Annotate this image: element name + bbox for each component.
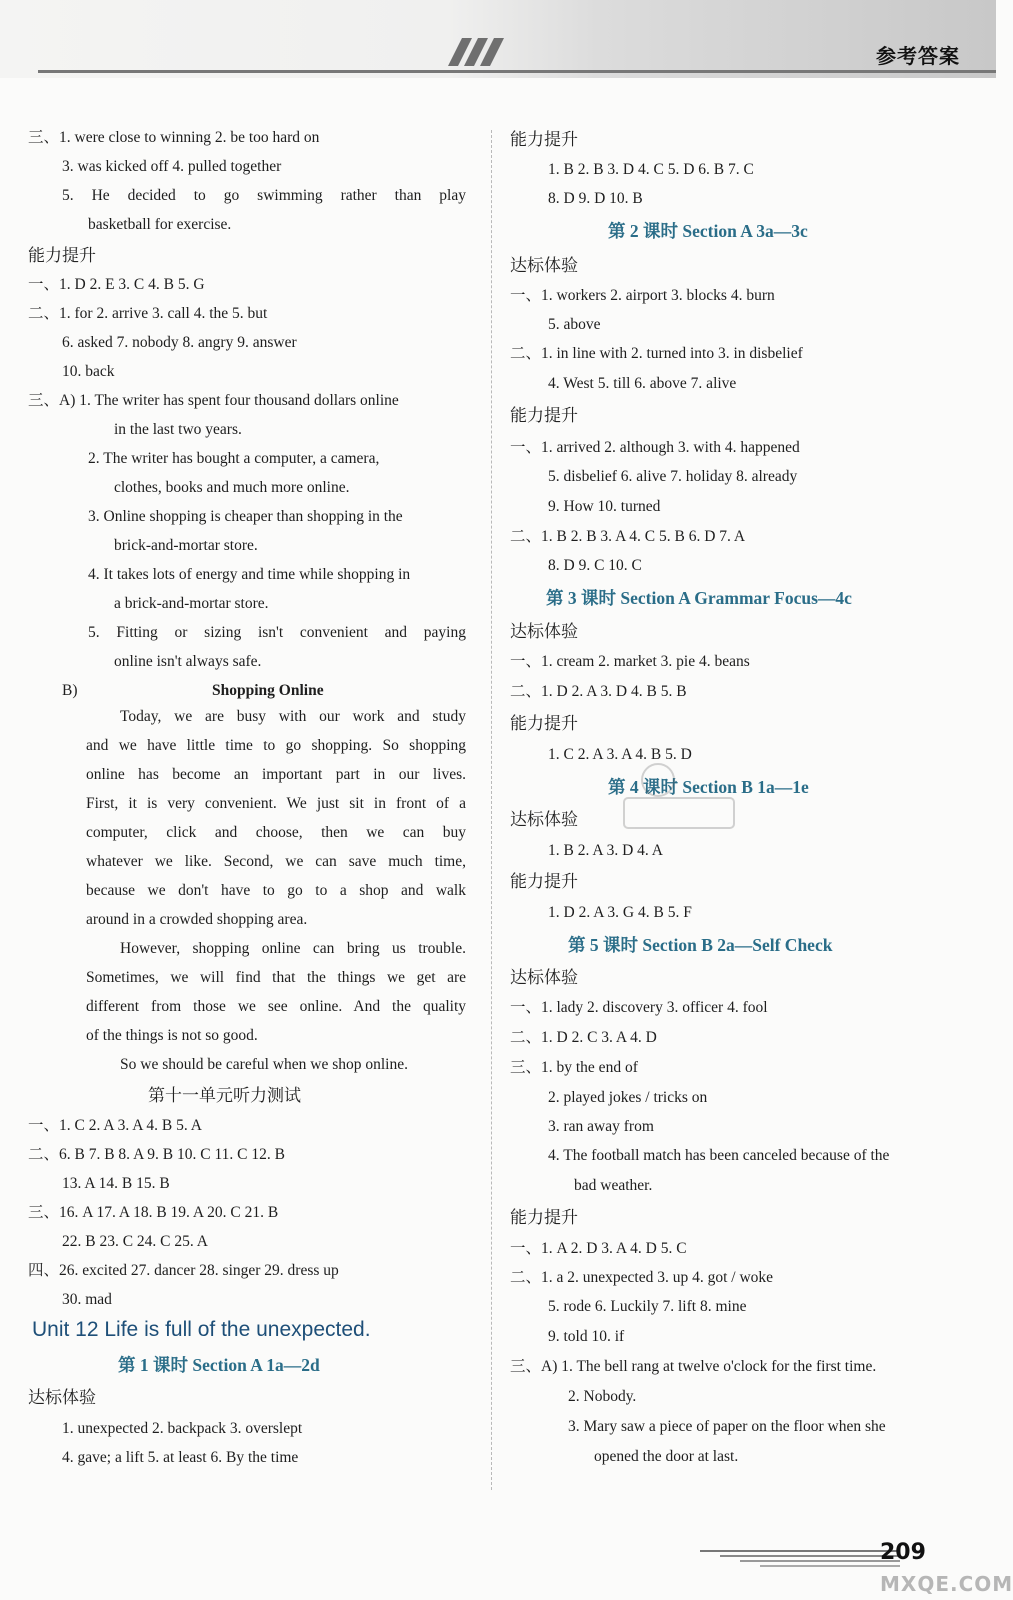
answer-line: 4. The football match has been canceled because of the [548,1147,890,1164]
answer-line: 二、6. B 7. B 8. A 9. B 10. C 11. C 12. B [28,1146,285,1163]
answer-line: 四、26. excited 27. dancer 28. singer 29. dress up [28,1262,339,1279]
answer-line: brick-and-mortar store. [114,537,258,554]
answer-line: 4. It takes lots of energy and time while shopping in [88,566,411,583]
answer-line: 一、1. D 2. E 3. C 4. B 5. G [28,276,205,293]
section-heading: 能力提升 [510,1208,578,1228]
answer-line: 一、1. A 2. D 3. A 4. D 5. C [510,1240,687,1257]
answer-line: 4. gave; a lift 5. at least 6. By the time [62,1449,299,1466]
answer-line: 1. unexpected 2. backpack 3. overslept [62,1420,303,1437]
answer-line: 6. asked 7. nobody 8. angry 9. answer [62,334,297,351]
section-heading: 达标体验 [28,1388,96,1408]
essay-line: different from those we see online. And the quality [86,998,466,1015]
answer-line: 9. told 10. if [548,1328,625,1345]
answer-line: online isn't always safe. [114,653,262,670]
stamp-watermark [618,758,738,838]
lesson-heading: 第 5 课时 Section B 2a—Self Check [568,935,833,955]
header-rule [38,70,996,73]
answer-line: 9. How 10. turned [548,498,661,515]
answer-line: 三、16. A 17. A 18. B 19. A 20. C 21. B [28,1204,279,1221]
section-heading: 能力提升 [28,246,96,266]
answer-line: 3. Online shopping is cheaper than shopping in the [88,508,403,525]
answer-line: opened the door at last. [594,1448,739,1465]
answer-line: 二、1. for 2. arrive 3. call 4. the 5. but [28,305,268,322]
section-heading: 达标体验 [510,810,578,830]
column-divider [491,130,492,1490]
answer-line: 2. played jokes / tricks on [548,1089,708,1106]
essay-line: Sometimes, we will find that the things we get are [86,969,466,986]
listening-test-title: 第十一单元听力测试 [148,1086,301,1106]
answer-line: a brick-and-mortar store. [114,595,269,612]
essay-line: because we don't have to go to a shop and walk [86,882,466,899]
section-heading: 能力提升 [510,872,578,892]
answer-line: 3. was kicked off 4. pulled together [62,158,282,175]
section-heading: 达标体验 [510,256,578,276]
answer-line: 4. West 5. till 6. above 7. alive [548,375,737,392]
answer-line: 2. The writer has bought a computer, a camera, [88,450,380,467]
site-watermark: MXQE.COM [880,1572,1013,1596]
essay-line: computer, click and choose, then we can buy [86,824,466,841]
lesson-heading: 第 4 课时 Section B 1a—1e [608,777,809,797]
answer-line: 3. Mary saw a piece of paper on the floor when she [568,1418,886,1435]
essay-line: whatever we like. Second, we can save much time, [86,853,466,870]
answer-line: 三、A) 1. The writer has spent four thousand dollars online [28,392,399,409]
answer-line: bad weather. [574,1177,653,1194]
lesson-heading: 第 1 课时 Section A 1a—2d [118,1355,320,1375]
section-heading: 能力提升 [510,130,578,150]
answer-line: clothes, books and much more online. [114,479,350,496]
answer-line: 一、1. arrived 2. although 3. with 4. happened [510,439,800,456]
essay-line: First, it is very convenient. We just sit in front of a [86,795,466,812]
answer-line: 8. D 9. D 10. B [548,190,643,207]
answer-line: 二、1. D 2. C 3. A 4. D [510,1029,657,1046]
answer-line: 一、1. lady 2. discovery 3. officer 4. fool [510,999,768,1016]
essay-title: Shopping Online [212,682,324,699]
answer-line: 二、1. D 2. A 3. D 4. B 5. B [510,683,687,700]
answer-line: 二、1. a 2. unexpected 3. up 4. got / woke [510,1269,774,1286]
answer-line: 5. He decided to go swimming rather than play [62,187,466,204]
answer-line: 1. B 2. A 3. D 4. A [548,842,663,859]
answer-line: 一、1. workers 2. airport 3. blocks 4. burn [510,287,775,304]
answer-line: 3. ran away from [548,1118,654,1135]
answer-line: basketball for exercise. [88,216,232,233]
answer-line: 二、1. B 2. B 3. A 4. C 5. B 6. D 7. A [510,528,746,545]
answer-line: 5. rode 6. Luckily 7. lift 8. mine [548,1298,747,1315]
answer-line: 22. B 23. C 24. C 25. A [62,1233,208,1250]
answer-line: 10. back [62,363,115,380]
section-heading: 能力提升 [510,714,578,734]
answer-line: 二、1. in line with 2. turned into 3. in disbelief [510,345,803,362]
answer-line: 一、1. cream 2. market 3. pie 4. beans [510,653,750,670]
footer-decoration-lines [700,1548,900,1568]
section-heading: 能力提升 [510,406,578,426]
header-title: 参考答案 [876,44,960,68]
essay-line: and we have little time to go shopping. So shopping [86,737,466,754]
answer-line: 三、1. were close to winning 2. be too hard on [28,129,320,146]
essay-line: However, shopping online can bring us trouble. [120,940,466,957]
answer-line: 5. Fitting or sizing isn't convenient and paying [88,624,466,641]
answer-line: 5. above [548,316,601,333]
essay-line: around in a crowded shopping area. [86,911,308,928]
answer-line: 8. D 9. C 10. C [548,557,642,574]
answer-line: 2. Nobody. [568,1388,637,1405]
essay-line: Today, we are busy with our work and study [120,708,466,725]
essay-line: of the things is not so good. [86,1027,258,1044]
answer-line: 1. C 2. A 3. A 4. B 5. D [548,746,692,763]
essay-line: So we should be careful when we shop online. [120,1056,408,1073]
page-number: 209 [880,1540,926,1565]
section-heading: 达标体验 [510,622,578,642]
header-stripes-decoration [448,38,508,68]
answer-line: 1. B 2. B 3. D 4. C 5. D 6. B 7. C [548,161,754,178]
unit-title: Unit 12 Life is full of the unexpected. [32,1318,371,1341]
answer-line: 三、1. by the end of [510,1059,638,1076]
answer-line: 5. disbelief 6. alive 7. holiday 8. already [548,468,798,485]
lesson-heading: 第 3 课时 Section A Grammar Focus—4c [546,588,852,608]
answer-line: 一、1. C 2. A 3. A 4. B 5. A [28,1117,202,1134]
answer-line: B) [62,682,78,699]
essay-line: online has become an important part in our lives. [86,766,466,783]
lesson-heading: 第 2 课时 Section A 3a—3c [608,221,808,241]
answer-line: 三、A) 1. The bell rang at twelve o'clock for the first time. [510,1358,877,1375]
section-heading: 达标体验 [510,968,578,988]
answer-line: in the last two years. [114,421,242,438]
answer-line: 1. D 2. A 3. G 4. B 5. F [548,904,692,921]
essay-paragraph [86,702,466,1079]
answer-line: 13. A 14. B 15. B [62,1175,170,1192]
answer-line: 30. mad [62,1291,112,1308]
